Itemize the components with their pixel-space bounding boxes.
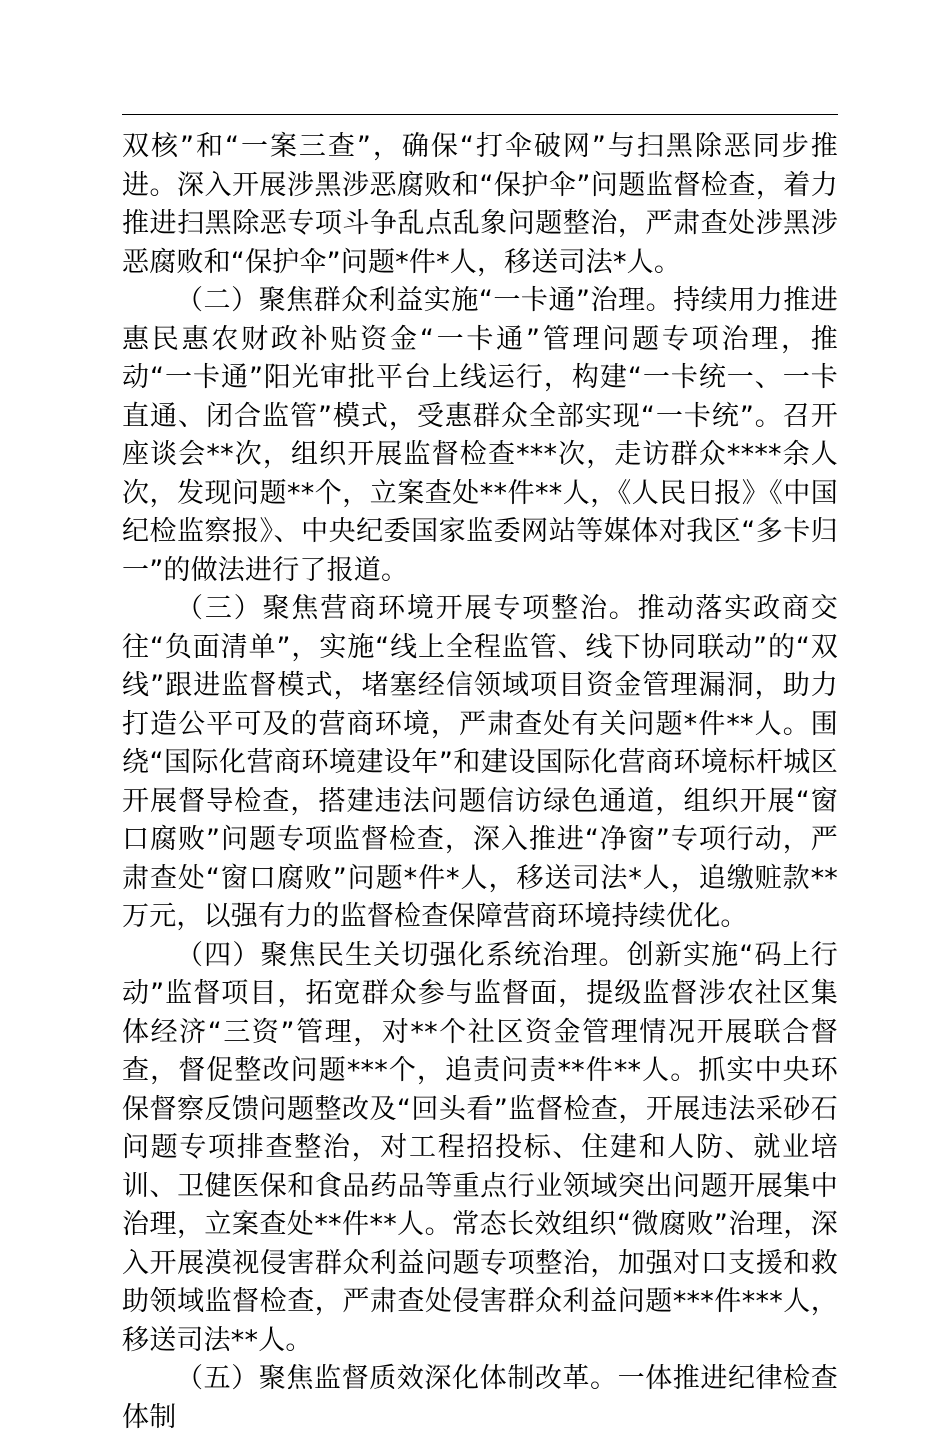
header-rule <box>122 114 838 115</box>
paragraph-3: （三）聚焦营商环境开展专项整治。推动落实政商交往“负面清单”，实施“线上全程监管、线下协同联动”的“双线”跟进监督模式，堵塞经信领域项目资金管理漏洞，助力打造公平可及的营商环境，严肃查处有关问题*件**人。围绕“国际化营商环境建设年”和建设国际化营商环境标杆城区开展督导检查，搭建违法问题信访绿色通道，组织开展“窗口腐败”问题专项监督检查，深入推进“净窗”专项行动，严肃查处“窗口腐败”问题*件*人，移送司法*人，追缴赃款**万元，以强有力的监督检查保障营商环境持续优化。 <box>122 593 838 932</box>
paragraph-4: （四）聚焦民生关切强化系统治理。创新实施“码上行动”监督项目，拓宽群众参与监督面，提级监督涉农社区集体经济“三资”管理，对**个社区资金管理情况开展联合督查，督促整改问题***个，追责问责**件**人。抓实中央环保督察反馈问题整改及“回头看”监督检查，开展违法采砂石问题专项排查整治，对工程招投标、住建和人防、就业培训、卫健医保和食品药品等重点行业领域突出问题开展集中治理，立案查处**件**人。常态长效组织“微腐败”治理，深入开展漠视侵害群众利益问题专项整治，加强对口支援和救助领域监督检查，严肃查处侵害群众利益问题***件***人，移送司法**人。 <box>122 939 838 1356</box>
paragraph-1: 双核”和“一案三查”，确保“打伞破网”与扫黑除恶同步推进。深入开展涉黑涉恶腐败和“保护伞”问题监督检查，着力推进扫黑除恶专项斗争乱点乱象问题整治，严肃查处涉黑涉恶腐败和“保护伞”问题*件*人，移送司法*人。 <box>122 131 838 278</box>
paragraph-5: （五）聚焦监督质效深化体制改革。一体推进纪律检查体制 <box>122 1363 838 1433</box>
document-body <box>122 128 838 1437</box>
paragraph-2: （二）聚焦群众利益实施“一卡通”治理。持续用力推进惠民惠农财政补贴资金“一卡通”管理问题专项治理，推动“一卡通”阳光审批平台上线运行，构建“一卡统一、一卡直通、闭合监管”模式，受惠群众全部实现“一卡统”。召开座谈会**次，组织开展监督检查***次，走访群众****余人次，发现问题**个，立案查处**件**人，《人民日报》《中国纪检监察报》、中央纪委国家监委网站等媒体对我区“多卡归一”的做法进行了报道。 <box>122 285 838 586</box>
